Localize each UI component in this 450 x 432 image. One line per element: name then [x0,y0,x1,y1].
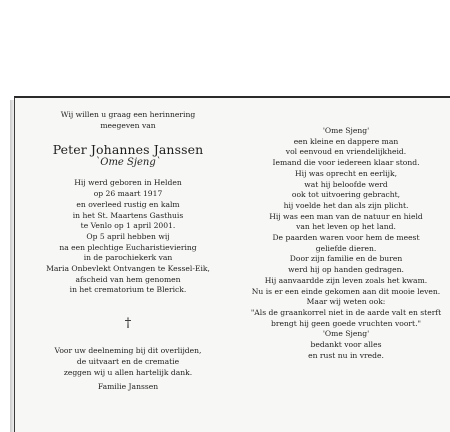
cross-icon: † [124,316,132,332]
poem-line: Iemand die voor iedereen klaar stond. [272,158,420,168]
poem-line: wat hij beloofde werd [304,179,388,189]
poem-line: hij voelde het dan als zijn plicht. [283,200,409,210]
poem-line: Door zijn familie en de buren [289,254,403,264]
poem-line: bedankt voor alles [310,340,382,350]
poem-line: 'Ome Sjeng' [322,126,370,135]
bio-line: Maria Onbevlekt Ontvangen te Kessel-Eik, [46,264,210,274]
intro-line: Wij willen u graag een herinnering [60,110,196,119]
bio-line: in de parochiekerk van [83,253,173,263]
poem-line: Maar wij weten ook: [306,297,386,307]
poem-line: Hij was oprecht en eerlijk, [295,168,397,178]
poem-line: Hij was een man van de natuur en hield [269,211,423,221]
thanks-line: de uitvaart en de crematie [76,356,180,366]
poem-line: en rust nu in vrede. [308,350,384,360]
poem-line: van het leven op het land. [296,222,396,232]
thanks-line: zeggen wij u allen hartelijk dank. [63,367,193,377]
bio-line: op 26 maart 1917 [93,189,163,199]
right-column [246,126,446,361]
bio-line: na een plechtige Eucharistieviering [59,242,197,252]
poem-line: "Als de graankorrel niet in de aarde valt en sterft [250,307,442,317]
poem-line: vol eenvoud en vriendelijkheid. [285,147,407,157]
deceased-name: Peter Johannes Janssen [52,142,204,158]
bio-line: in het St. Maartens Gasthuis [72,210,184,220]
bio-line: Hij werd geboren in Helden [74,178,182,188]
bio-line: te Venlo op 1 april 2001. [80,221,176,231]
bio-line: afscheid van hem genomen [75,274,181,284]
bio-line: Op 5 april hebben wij [86,231,170,241]
poem-line: brengt hij geen goede vruchten voort." [271,318,421,328]
intro-line: meegeven van [100,120,156,130]
poem-line: geliefde dieren. [315,243,377,253]
poem-line: een kleine en dappere man [293,136,399,146]
poem-line: 'Ome Sjeng' [322,329,370,339]
bio-line: en overleed rustig en kalm [76,199,180,209]
left-column [40,110,216,393]
poem-line: ook tot uitvoering gebracht, [291,190,401,200]
deceased-nickname: `Ome Sjeng` [95,157,161,169]
bio-line: in het crematorium te Blerick. [69,285,187,295]
poem-line: werd hij op handen gedragen. [288,265,404,275]
poem-line: Hij aanvaardde zijn leven zoals het kwam. [264,275,428,285]
poem-line: De paarden waren voor hem de meest [272,233,420,243]
poem-line: Nu is er een einde gekomen aan dit mooie leven. [251,286,441,296]
thanks-line: Voor uw deelneming bij dit overlijden, [54,346,202,356]
family-signature: Familie Janssen [97,382,159,392]
